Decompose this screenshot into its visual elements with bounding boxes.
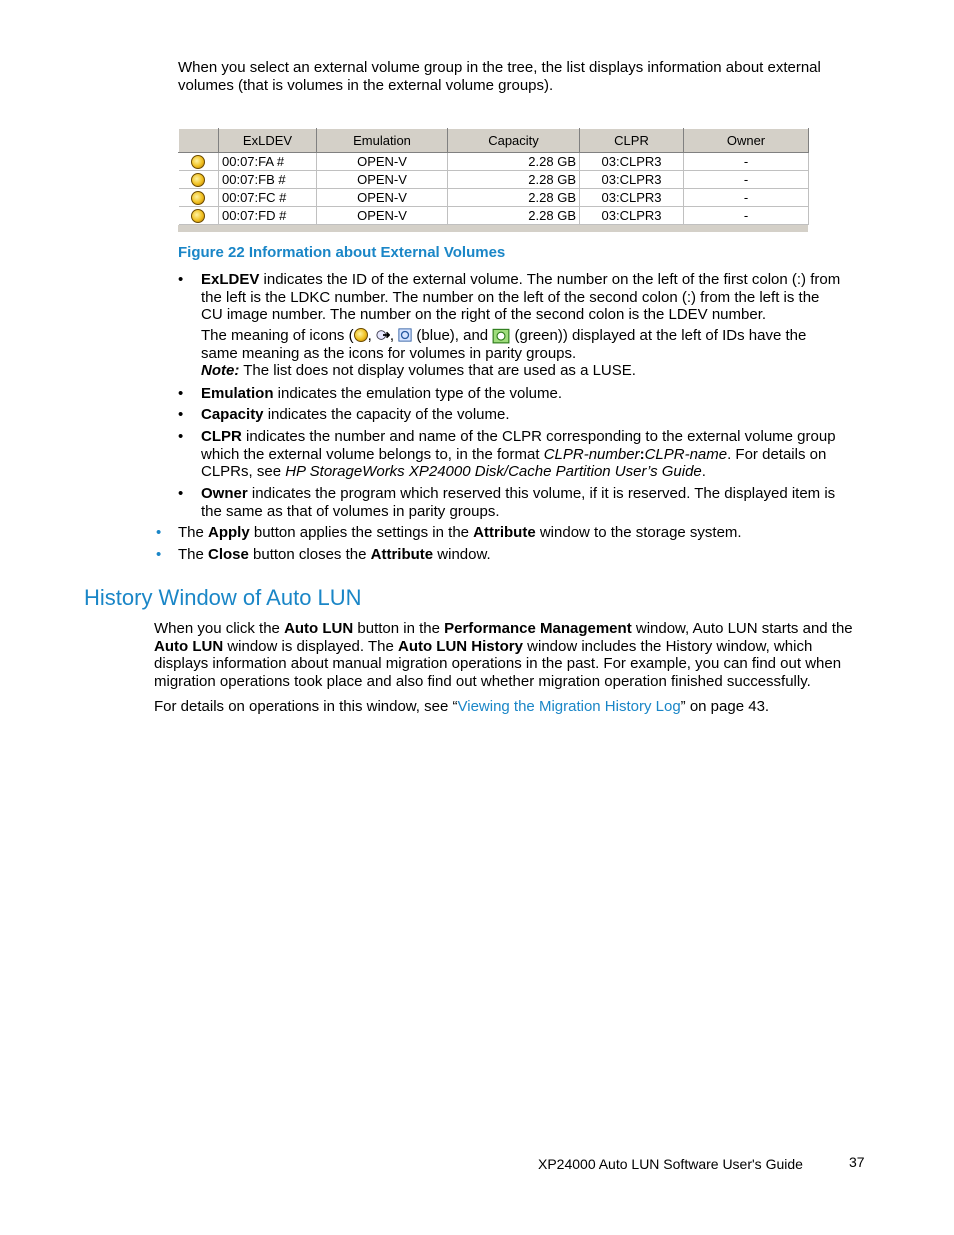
- cell-owner: -: [684, 189, 809, 207]
- term-attribute: Attribute: [473, 524, 536, 541]
- bullet-marker: •: [178, 271, 184, 288]
- clpr-guide-title: HP StorageWorks XP24000 Disk/Cache Partition User’s Guide: [285, 463, 702, 480]
- volume-icon: [191, 155, 205, 169]
- external-volumes-table-figure: [178, 128, 808, 232]
- cell-exldev: 00:07:FC #: [219, 189, 317, 207]
- note: [201, 362, 841, 380]
- bullet-marker-blue: •: [156, 524, 162, 541]
- p1-text-a: When you click the: [154, 620, 285, 637]
- table-row[interactable]: [179, 207, 809, 225]
- apply-text-a: The: [178, 524, 209, 541]
- header-capacity[interactable]: Capacity: [448, 129, 580, 153]
- bullet-capacity: [201, 406, 841, 424]
- cell-emulation: OPEN-V: [317, 171, 448, 189]
- term-clpr: CLPR: [201, 428, 242, 445]
- bullet-marker: •: [178, 385, 184, 402]
- term-owner: Owner: [201, 485, 248, 502]
- volume-icon-cell: [179, 153, 219, 171]
- bullet-marker: •: [178, 406, 184, 423]
- icons-text-b: ,: [367, 327, 376, 344]
- clpr-description-a: indicates the number and name of the CLPR corresponding to the external volume group which the external volume belongs to, in the format: [201, 428, 836, 463]
- close-text-c: window.: [433, 546, 491, 563]
- header-emulation[interactable]: Emulation: [317, 129, 448, 153]
- section-title: History Window of Auto LUN: [84, 585, 362, 610]
- p2-text-b: ” on page 43.: [680, 698, 770, 715]
- bullet-apply: [178, 524, 858, 542]
- icons-text-e: (green)) displayed at the left of IDs have the same meaning as the icons for volumes in parity groups.: [201, 327, 807, 362]
- cell-emulation: OPEN-V: [317, 189, 448, 207]
- term-exldev: ExLDEV: [201, 271, 260, 288]
- cell-capacity: 2.28 GB: [448, 207, 580, 225]
- cell-emulation: OPEN-V: [317, 153, 448, 171]
- external-volumes-table: [178, 128, 809, 225]
- green-volume-icon: [492, 326, 510, 344]
- page-number: 37: [849, 1154, 865, 1170]
- blue-volume-icon: [398, 328, 412, 342]
- icons-text-d: (blue), and: [412, 327, 493, 344]
- emulation-description: indicates the emulation type of the volume.: [273, 385, 563, 402]
- bullet-marker-blue: •: [156, 546, 162, 563]
- volume-icon-cell: [179, 171, 219, 189]
- volume-icon: [191, 209, 205, 223]
- volume-icon-cell: [179, 207, 219, 225]
- apply-text-c: window to the storage system.: [535, 524, 742, 541]
- cell-capacity: 2.28 GB: [448, 153, 580, 171]
- term-close: Close: [208, 546, 249, 563]
- clpr-format-number: CLPR-number: [543, 445, 640, 463]
- cell-owner: -: [684, 207, 809, 225]
- cell-clpr: 03:CLPR3: [580, 171, 684, 189]
- p1-text-i: window includes the History window, which displays information about manual migration operations in the past. For example, you can find out when migration operations took place and also find out whether migration operation finished successfully.: [154, 637, 842, 690]
- exldev-description: indicates the ID of the external volume. The number on the left of the first colon (:) from the left is the LDKC number. The number on the left of the second colon (:) from the left is the CU image number. The number on the right of the second colon is the LDEV number.: [201, 271, 841, 323]
- icons-text-a: The meaning of icons (: [201, 327, 354, 344]
- volume-icon-cell: [179, 189, 219, 207]
- bullet-marker: •: [178, 485, 184, 502]
- p2-text-a: For details on operations in this window, see “: [154, 698, 458, 715]
- owner-description: indicates the program which reserved this volume, if it is reserved. The displayed item is the same as that of volumes in parity groups.: [201, 485, 836, 520]
- clpr-description-b: . For details on CLPRs, see: [201, 445, 827, 480]
- bullet-marker: •: [178, 428, 184, 445]
- header-owner[interactable]: Owner: [684, 129, 809, 153]
- intro-paragraph: When you select an external volume group in the tree, the list displays information about external volumes (that is volumes in the external volume groups).: [178, 59, 821, 94]
- cell-clpr: 03:CLPR3: [580, 207, 684, 225]
- bullet-clpr: [201, 428, 841, 481]
- p1-auto-lun-history: Auto LUN History: [397, 637, 523, 655]
- section-paragraph-1: [154, 620, 864, 690]
- header-exldev[interactable]: ExLDEV: [219, 129, 317, 153]
- volume-icon: [191, 173, 205, 187]
- term-emulation: Emulation: [201, 385, 274, 402]
- cell-capacity: 2.28 GB: [448, 189, 580, 207]
- footer-title: XP24000 Auto LUN Software User's Guide: [538, 1156, 803, 1172]
- cell-exldev: 00:07:FD #: [219, 207, 317, 225]
- cell-capacity: 2.28 GB: [448, 171, 580, 189]
- icons-text-c: ,: [389, 327, 399, 344]
- cell-exldev: 00:07:FB #: [219, 171, 317, 189]
- table-row[interactable]: [179, 189, 809, 207]
- note-text: The list does not display volumes that are used as a LUSE.: [239, 362, 636, 379]
- bullet-emulation: [201, 385, 841, 403]
- icons-meaning: [201, 326, 841, 362]
- clpr-format-colon: :: [639, 445, 645, 463]
- p1-text-e: window, Auto LUN starts and the: [631, 620, 853, 637]
- apply-text-b: button applies the settings in the: [249, 524, 474, 541]
- p1-performance-management: Performance Management: [444, 620, 632, 637]
- table-header-row: [179, 129, 809, 153]
- cell-clpr: 03:CLPR3: [580, 189, 684, 207]
- term-attribute: Attribute: [370, 546, 434, 563]
- cell-owner: -: [684, 171, 809, 189]
- term-apply: Apply: [208, 524, 250, 541]
- bullet-owner: [201, 485, 841, 520]
- header-icon[interactable]: [179, 129, 219, 153]
- p1-text-c: button in the: [353, 620, 445, 637]
- clpr-description-c: .: [701, 463, 706, 480]
- p1-text-g: window is displayed. The: [223, 637, 398, 655]
- bullet-exldev: [201, 271, 841, 324]
- cell-owner: -: [684, 153, 809, 171]
- cell-emulation: OPEN-V: [317, 207, 448, 225]
- p1-auto-lun: Auto LUN: [284, 620, 354, 637]
- cell-clpr: 03:CLPR3: [580, 153, 684, 171]
- clpr-format-name: CLPR-name: [644, 445, 728, 463]
- volume-icon: [191, 191, 205, 205]
- term-capacity: Capacity: [201, 406, 264, 423]
- figure-caption: Figure 22 Information about External Volumes: [178, 244, 506, 261]
- external-volume-icon: [354, 328, 368, 342]
- migration-history-link[interactable]: Viewing the Migration History Log: [457, 698, 681, 715]
- close-text-a: The: [178, 546, 209, 563]
- note-label: Note:: [201, 362, 240, 379]
- table-row[interactable]: [179, 153, 809, 171]
- close-text-b: button closes the: [248, 546, 371, 563]
- p1-auto-lun-2: Auto LUN: [154, 637, 224, 655]
- header-clpr[interactable]: CLPR: [580, 129, 684, 153]
- table-row[interactable]: [179, 171, 809, 189]
- capacity-description: indicates the capacity of the volume.: [263, 406, 510, 423]
- bullet-close: [178, 546, 858, 564]
- section-paragraph-2: [154, 698, 864, 716]
- migration-arrow-icon: [376, 328, 390, 342]
- cell-exldev: 00:07:FA #: [219, 153, 317, 171]
